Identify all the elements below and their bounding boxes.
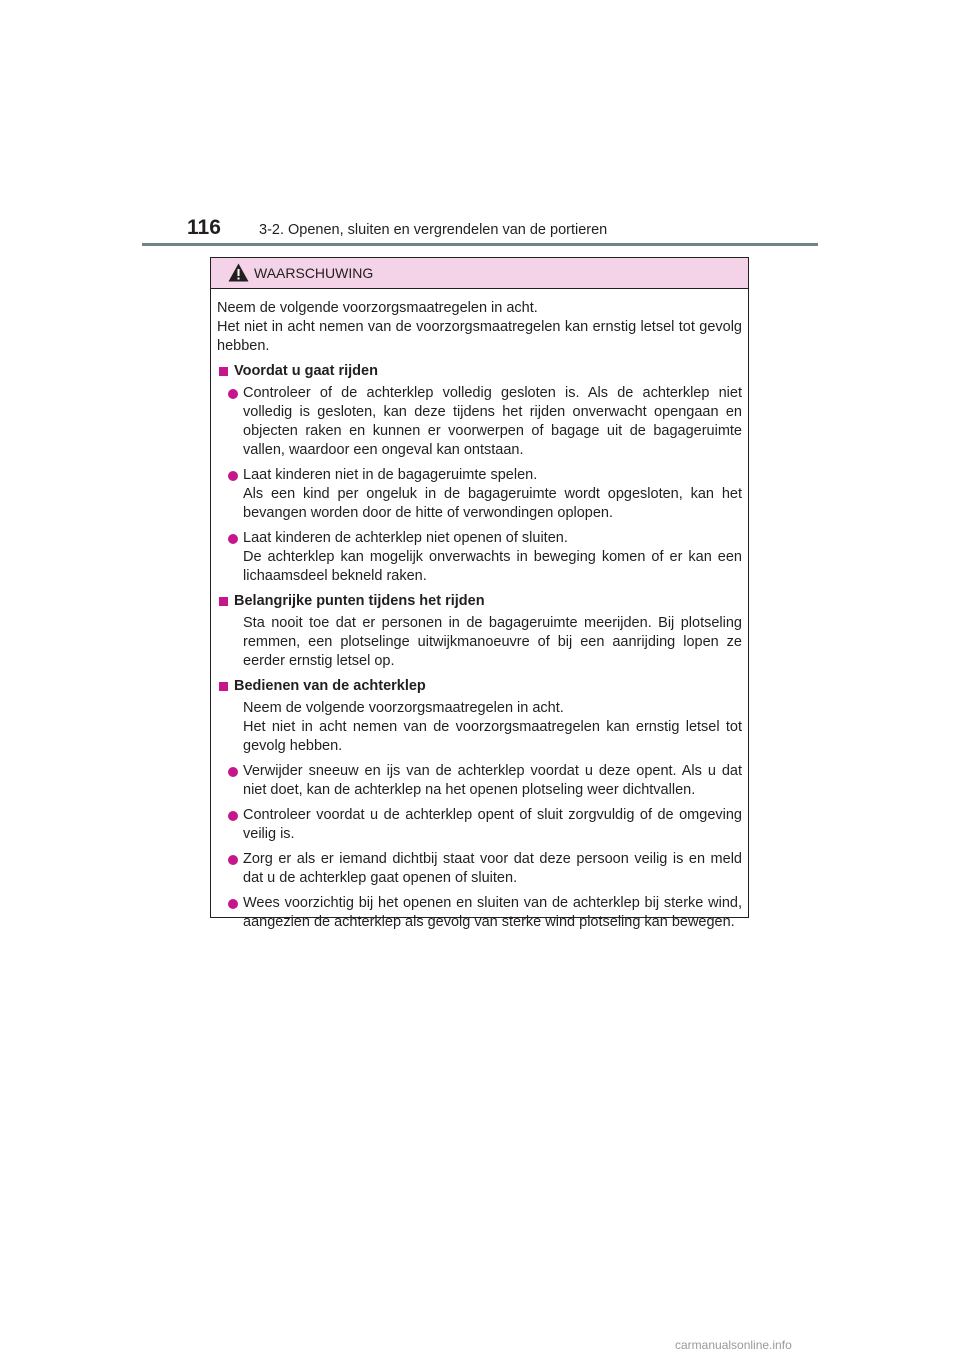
section-text-line: Sta nooit toe dat er personen in de bagageruimte meerijden. Bij plotseling remmen, een plotselinge uitwijkmanoeuvre of bij een aanrijding lopen ze eerder ernstig letsel op. <box>243 615 742 669</box>
bullet-text: Als een kind per ongeluk in de bagageruimte wordt opgesloten, kan het bevangen worden door de hitte of verwondingen oplopen. <box>243 486 742 521</box>
watermark: carmanualsonline.info <box>675 1338 792 1352</box>
section-text <box>217 699 742 756</box>
section-heading-text: Voordat u gaat rijden <box>234 363 378 379</box>
round-bullet-icon <box>228 471 238 481</box>
bullet-text: Controleer voordat u de achterklep opent of sluit zorgvuldig of de omgeving veilig is. <box>243 807 742 842</box>
bullet-item <box>217 384 742 460</box>
square-bullet-icon <box>219 367 228 376</box>
warning-header <box>211 258 748 289</box>
section-heading-text: Bedienen van de achterklep <box>234 678 426 694</box>
section-title: 3-2. Openen, sluiten en vergrendelen van de portieren <box>259 222 608 238</box>
section-heading <box>217 362 742 381</box>
round-bullet-icon <box>228 899 238 909</box>
round-bullet-icon <box>228 811 238 821</box>
bullet-item <box>217 850 742 888</box>
intro-line: Het niet in acht nemen van de voorzorgsmaatregelen kan ernstig letsel tot gevolg hebben. <box>217 319 742 354</box>
bullet-item <box>217 894 742 932</box>
round-bullet-icon <box>228 767 238 777</box>
bullet-item <box>217 529 742 586</box>
intro-line: Neem de volgende voorzorgsmaatregelen in acht. <box>217 300 538 316</box>
section-text-line: Neem de volgende voorzorgsmaatregelen in acht. <box>243 700 564 716</box>
round-bullet-icon <box>228 534 238 544</box>
bullet-text: Zorg er als er iemand dichtbij staat voor dat deze persoon veilig is en meld dat u de achterklep gaat openen of sluiten. <box>243 851 742 886</box>
header-rule <box>142 243 818 246</box>
warning-intro <box>217 299 742 356</box>
bullet-text: Wees voorzichtig bij het openen en sluiten van de achterklep bij sterke wind, aangezien de achterklep als gevolg van sterke wind plotseling kan bewegen. <box>243 895 742 930</box>
bullet-item <box>217 466 742 523</box>
bullet-item <box>217 762 742 800</box>
section-text-line: Het niet in acht nemen van de voorzorgsmaatregelen kan ernstig letsel tot gevolg hebben. <box>243 719 742 754</box>
bullet-text: Laat kinderen niet in de bagageruimte spelen. <box>243 467 538 483</box>
section-heading <box>217 592 742 611</box>
section-heading <box>217 677 742 696</box>
warning-title: WAARSCHUWING <box>254 265 374 281</box>
warning-triangle-icon <box>228 263 249 282</box>
bullet-text: De achterklep kan mogelijk onverwachts in beweging komen of er kan een lichaamsdeel bekneld raken. <box>243 549 742 584</box>
section-text <box>217 614 742 671</box>
bullet-text: Verwijder sneeuw en ijs van de achterklep voordat u deze opent. Als u dat niet doet, kan de achterklep na het openen plotseling weer dichtvallen. <box>243 763 742 798</box>
bullet-text: Laat kinderen de achterklep niet openen of sluiten. <box>243 530 568 546</box>
round-bullet-icon <box>228 855 238 865</box>
square-bullet-icon <box>219 682 228 691</box>
warning-body <box>211 289 748 932</box>
warning-box <box>210 257 749 930</box>
page-number: 116 <box>187 216 221 239</box>
bullet-item <box>217 806 742 844</box>
section-heading-text: Belangrijke punten tijdens het rijden <box>234 593 485 609</box>
bullet-text: Controleer of de achterklep volledig gesloten is. Als de achterklep niet volledig is gesloten, kan deze tijdens het rijden onverwacht opengaan en objecten raken en kunnen er voorwerpen of bagage uit de bagageruimte vallen, waardoor een ongeval kan ontstaan. <box>243 385 742 458</box>
square-bullet-icon <box>219 597 228 606</box>
round-bullet-icon <box>228 389 238 399</box>
